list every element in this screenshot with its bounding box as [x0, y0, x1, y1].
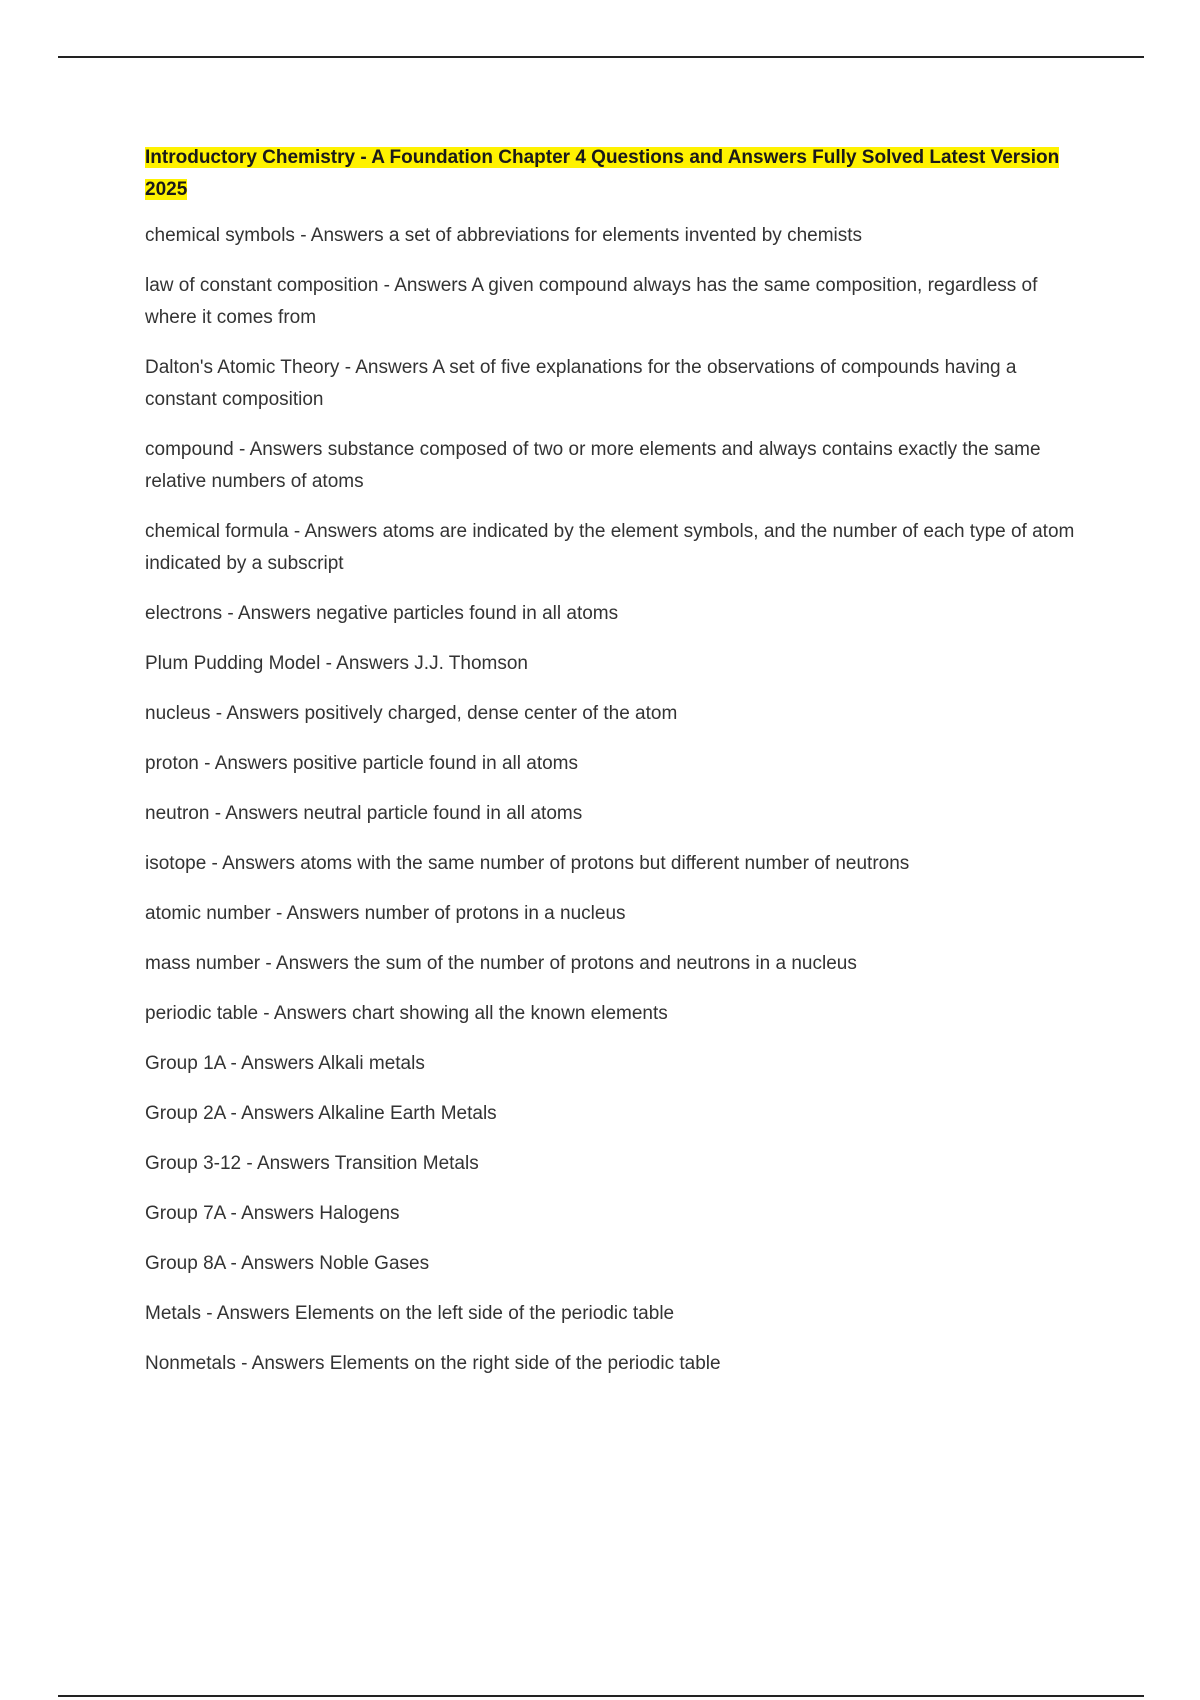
entry-law-of-constant-composition: law of constant composition - Answers A given compound always has the same composition, regardless of where it comes from	[145, 275, 1038, 328]
entry-nucleus: nucleus - Answers positively charged, dense center of the atom	[145, 703, 678, 724]
header-rule	[58, 56, 1144, 58]
entry-mass-number: mass number - Answers the sum of the number of protons and neutrons in a nucleus	[145, 953, 857, 974]
entry-periodic-table: periodic table - Answers chart showing all the known elements	[145, 1003, 668, 1024]
entry-group-3-12: Group 3-12 - Answers Transition Metals	[145, 1153, 479, 1174]
entry-proton: proton - Answers positive particle found in all atoms	[145, 753, 578, 774]
entry-chemical-symbols: chemical symbols - Answers a set of abbreviations for elements invented by chemists	[145, 225, 863, 246]
entry-plum-pudding-model: Plum Pudding Model - Answers J.J. Thomson	[145, 653, 528, 674]
entry-daltons-atomic-theory: Dalton's Atomic Theory - Answers A set of five explanations for the observations of compounds having a constant composition	[145, 357, 1017, 410]
entry-compound: compound - Answers substance composed of two or more elements and always contains exactly the same relative numbers of atoms	[145, 439, 1041, 492]
footer-rule	[58, 1695, 1144, 1697]
entry-group-2a: Group 2A - Answers Alkaline Earth Metals	[145, 1103, 497, 1124]
entry-group-8a: Group 8A - Answers Noble Gases	[145, 1253, 430, 1274]
entry-metals: Metals - Answers Elements on the left side of the periodic table	[145, 1303, 675, 1324]
entry-group-1a: Group 1A - Answers Alkali metals	[145, 1053, 425, 1074]
entry-group-7a: Group 7A - Answers Halogens	[145, 1203, 400, 1224]
entry-neutron: neutron - Answers neutral particle found in all atoms	[145, 803, 583, 824]
entry-isotope: isotope - Answers atoms with the same number of protons but different number of neutrons	[145, 853, 910, 874]
entry-atomic-number: atomic number - Answers number of protons in a nucleus	[145, 903, 626, 924]
entry-nonmetals: Nonmetals - Answers Elements on the right side of the periodic table	[145, 1353, 721, 1374]
entry-electrons: electrons - Answers negative particles found in all atoms	[145, 603, 619, 624]
entry-chemical-formula: chemical formula - Answers atoms are indicated by the element symbols, and the number of each type of atom indicated by a subscript	[145, 521, 1075, 574]
document-title	[145, 142, 1085, 206]
document-title-text: Introductory Chemistry - A Foundation Chapter 4 Questions and Answers Fully Solved Latest Version 2025	[145, 147, 1060, 200]
document-body	[145, 142, 1085, 1398]
